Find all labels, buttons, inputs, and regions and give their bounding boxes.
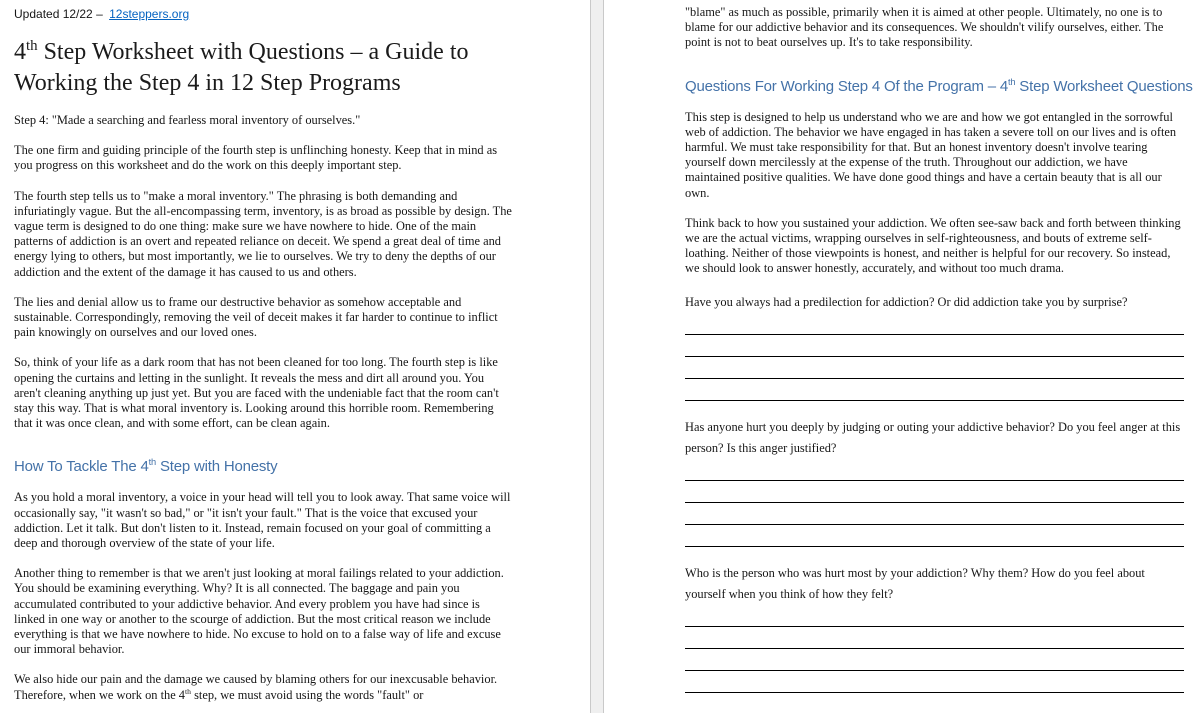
document-page-left [0,0,590,713]
12steppers-link[interactable]: 12steppers.org [109,7,190,21]
step4-quote-paragraph: Step 4: "Made a searching and fearless moral inventory of ourselves." [14,113,361,127]
heading-superscript: th [1007,76,1016,87]
document-page-right [604,0,1198,713]
answer-line [685,627,1184,649]
paragraph: Think back to how you sustained your addiction. We often see-saw back and forth between thinking we are the actual victims, wrapping ourselves in self-righteousness, and bouts of extreme self-loathing. Neither of those viewpoints is honest, and neither is helpful for our recovery. So instead, we should look to answer honestly, accurately, and without too much drama. [685,215,1181,276]
paragraph-text: We also hide our pain and the damage we caused by blaming others for our inexcusable behavior. Therefore, when we work on the 4 [14,672,498,702]
answer-lines [685,313,1184,401]
heading-text: Questions For Working Step 4 Of the Program – 4 [685,77,1008,95]
question-block [685,563,1184,693]
answer-line [685,335,1184,357]
answer-line [685,525,1184,547]
question-text: Have you always had a predilection for addiction? Or did addiction take you by surprise? [685,294,1128,309]
paragraph: The fourth step tells us to "make a moral inventory." The phrasing is both demanding and infuriatingly vague. But the all-encompassing term, inventory, is as broad as possible by design. The vague term is designed to do one thing: make sure we have nowhere to hide. One of the main patterns of addiction is an overt and repeated reliance on deceit. We spend a great deal of time and energy lying to others, but most importantly, we lie to ourselves. We try to deny the depths of our addiction and the extent of the damage it has caused to us and others. [14,188,512,279]
continuation-paragraph: "blame" as much as possible, primarily when it is aimed at other people. Ultimately, no one is to blame for our addictive behavior and its consequences. We shouldn't vilify ourselves, either. The point is not to beat ourselves up. It's to take responsibility. [685,5,1164,50]
answer-line [685,313,1184,335]
heading-text: How To Tackle The 4 [14,458,149,476]
paragraph: Another thing to remember is that we aren't just looking at moral failings related to your addiction. You should be examining everything. Why? It is all connected. The baggage and pain you accumulated contributed to your addictive behavior. And every problem you have had since is linked in one way or another to the scourge of addiction. But the most critical reason we include everything is that we have nowhere to hide. No excuse to hold on to a false way of life and excuse our immoral behavior. [14,566,504,657]
question-text: Has anyone hurt you deeply by judging or outing your addictive behavior? Do you feel anger at this person? Is this anger justified? [685,419,1181,455]
answer-line [685,459,1184,481]
heading-text-rest: Step Worksheet Questions [1015,77,1193,95]
doc-title-text-rest: Step Worksheet with Questions – a Guide to Working the Step 4 in 12 Step Programs [14,39,469,96]
heading-superscript: th [148,457,156,468]
section-heading-questions [685,76,1193,97]
answer-line [685,503,1184,525]
updated-label: Updated 12/22 – [14,7,103,21]
question-block [685,417,1184,547]
section-heading-honesty [14,457,512,477]
doc-meta-line [14,6,512,22]
answer-line [685,481,1184,503]
question-text: Who is the person who was hurt most by your addiction? Why them? How do you feel about yourself when you think of how they felt? [685,565,1145,601]
paragraph: So, think of your life as a dark room that has not been cleaned for too long. The fourth step is like opening the curtains and letting in the sunlight. It reveals the mess and dirt all around you. You aren't cleaning anything up just yet. But you are faced with the undeniable fact that the room can't stay this way. That is what moral inventory is. Looking around this horrible room. Remembering that it was once clean, and with some effort, can be clean again. [14,355,499,431]
answer-line [685,605,1184,627]
doc-title-text: 4 [14,39,26,65]
answer-lines [685,605,1184,693]
doc-title [14,37,512,99]
question-block [685,292,1184,401]
doc-title-superscript: th [26,38,38,54]
answer-line [685,357,1184,379]
paragraph-text-rest: step, we must avoid using the words "fault" or [190,687,424,702]
answer-line [685,649,1184,671]
answer-line [685,671,1184,693]
paragraph: The lies and denial allow us to frame our destructive behavior as somehow acceptable and sustainable. Correspondingly, removing the veil of deceit makes it far harder to continue to inflict pain knowingly on ourselves and our loved ones. [14,294,498,340]
paragraph: This step is designed to help us understand who we are and how we got entangled in the sorrowful web of addiction. The behavior we have engaged in has taken a severe toll on our lives and is often harmful. We must take responsibility for that. But an honest inventory doesn't involve tearing yourself down mercilessly at the expense of the truth. Throughout our addiction, we have maintained positive qualities. We have done good things and have a certain beauty that is all our own. [685,109,1177,200]
paragraph: As you hold a moral inventory, a voice in your head will tell you to look away. That same voice will occasionally say, "it wasn't so bad," or "it isn't your fault." That is the voice that excused your addiction. Let it talk. But don't listen to it. Instead, remain focused on your goal of committing a deep and thorough overview of the state of your life. [14,490,511,551]
heading-text-rest: Step with Honesty [155,458,278,476]
page-gap-divider [590,0,604,713]
answer-lines [685,459,1184,547]
paragraph [14,672,512,702]
answer-line [685,379,1184,401]
paragraph: The one firm and guiding principle of the fourth step is unflinching honesty. Keep that in mind as you progress on this worksheet and do the work on this deeply important step. [14,143,498,173]
paragraph-superscript: th [185,686,191,696]
